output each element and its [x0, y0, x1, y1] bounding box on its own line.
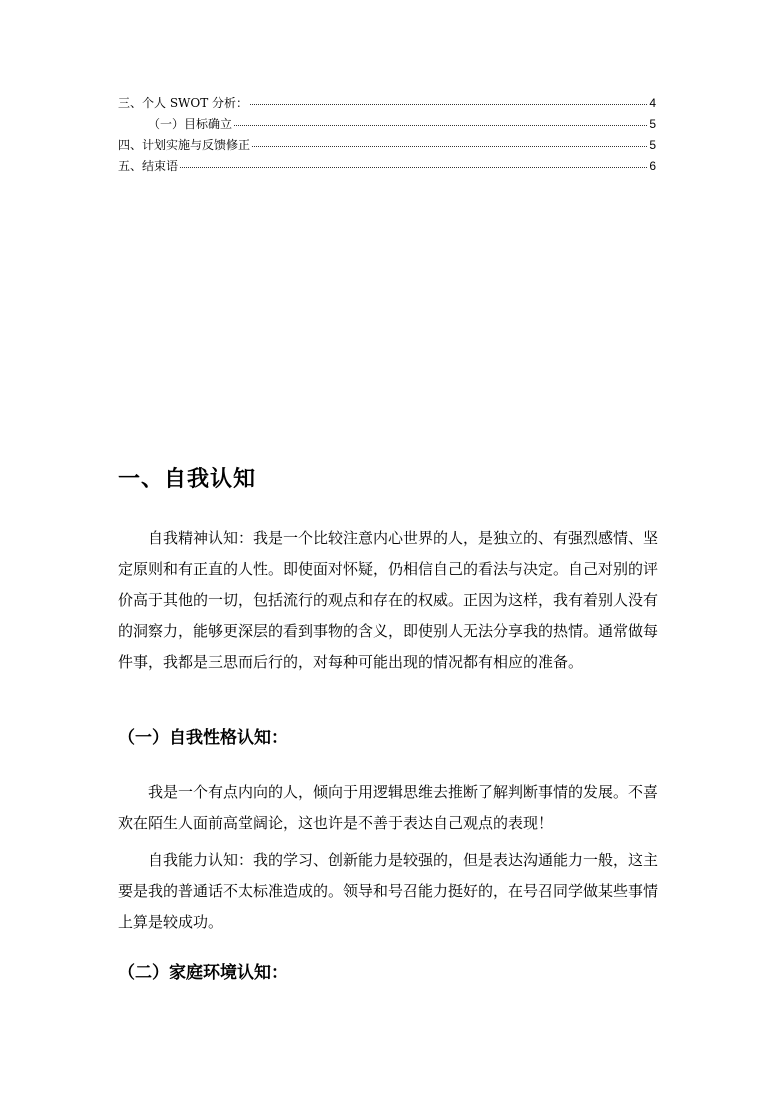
toc-entry-label: 五、结束语 [118, 159, 179, 173]
toc-entry-label: 三、个人 SWOT 分析： [118, 96, 249, 110]
subsection-heading: （一）自我性格认知： [118, 728, 288, 748]
subsection-heading: （二）家庭环境认知： [118, 963, 288, 983]
toc-leader-dots [252, 145, 647, 147]
toc-leader-dots [180, 166, 647, 168]
toc-entry[interactable] [118, 156, 656, 177]
toc-leader-dots [234, 124, 647, 126]
body-paragraph: 自我精神认知：我是一个比较注意内心世界的人，是独立的、有强烈感情、坚定原则和有正直的人性。即使面对怀疑，仍相信自己的看法与决定。自己对别的评价高于其他的一切，包括流行的观点和存在的权威。正因为这样，我有着别人没有的洞察力，能够更深层的看到事物的含义，即使别人无法分享我的热情。通常做每件事，我都是三思而后行的，对每种可能出现的情况都有相应的准备。 [118, 529, 659, 671]
toc-entry[interactable] [118, 114, 656, 135]
toc-entry[interactable] [118, 93, 656, 114]
toc-entry-page: 6 [649, 159, 656, 173]
toc-entry[interactable] [118, 135, 656, 156]
body-paragraph: 自我能力认知：我的学习、创新能力是较强的，但是表达沟通能力一般，这主要是我的普通话不太标准造成的。领导和号召能力挺好的，在号召同学做某些事情上算是较成功。 [118, 851, 659, 931]
toc-entry-page: 5 [649, 117, 656, 131]
table-of-contents [118, 93, 656, 177]
toc-entry-page: 5 [649, 138, 656, 152]
toc-entry-label: （一）目标确立 [148, 117, 233, 131]
toc-leader-dots [250, 103, 647, 105]
toc-entry-page: 4 [649, 96, 656, 110]
body-paragraph: 我是一个有点内向的人，倾向于用逻辑思维去推断了解判断事情的发展。不喜欢在陌生人面前高堂阔论，这也许是不善于表达自己观点的表现！ [118, 783, 659, 832]
section-heading: 一、自我认知 [118, 467, 257, 492]
toc-entry-label: 四、计划实施与反馈修正 [118, 138, 251, 152]
